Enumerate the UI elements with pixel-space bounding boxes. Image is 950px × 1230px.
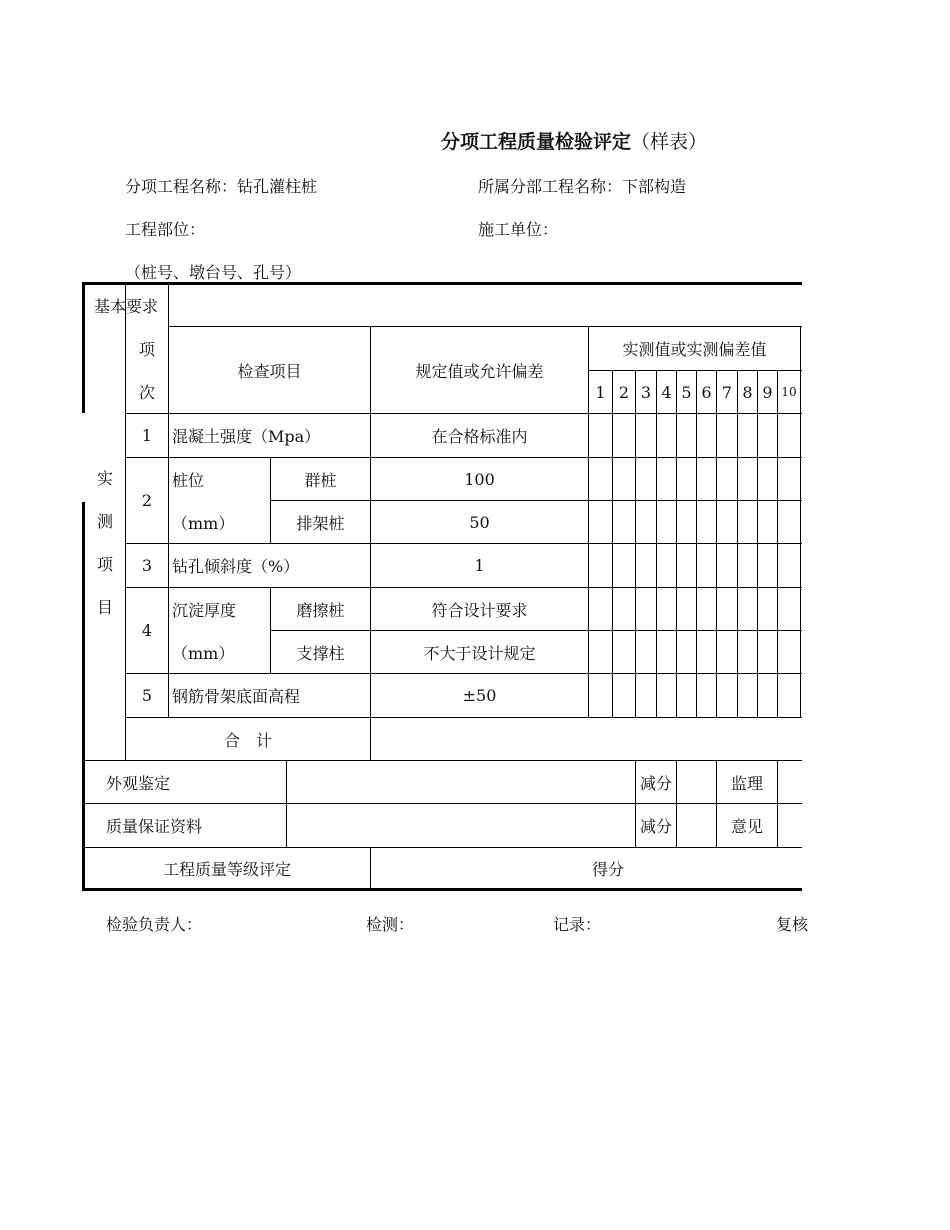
row4-spec2: 不大于设计规定 — [423, 643, 536, 663]
border-top — [82, 282, 802, 285]
measure-col-4: 4 — [661, 382, 672, 402]
measure-col-2: 2 — [618, 382, 630, 402]
page-title — [441, 127, 707, 154]
supervisor-label-b: 意见 — [730, 817, 763, 836]
col-seq-b: 次 — [138, 383, 155, 402]
row2-no: 2 — [141, 491, 153, 510]
measure-col-9: 9 — [762, 382, 773, 402]
row1-spec: 在合格标准内 — [431, 427, 528, 446]
row2-sub2: 排架桩 — [296, 513, 345, 533]
row3-spec: 1 — [474, 556, 485, 575]
row2-spec1: 100 — [464, 469, 495, 489]
col-measured-header: 实测值或实测偏差值 — [622, 340, 767, 359]
row4-sub2: 支撑柱 — [296, 643, 345, 663]
col-spec-header: 规定值或允许偏差 — [415, 361, 544, 381]
row2-spec2: 50 — [469, 512, 490, 532]
location-label: 工程部位： — [125, 220, 206, 239]
measure-col-1: 1 — [595, 382, 606, 402]
footer-record: 记录： — [553, 915, 602, 934]
supervisor-label-a: 监理 — [730, 773, 763, 793]
grade-label: 工程质量等级评定 — [162, 859, 291, 879]
title-suffix: （样表） — [631, 131, 708, 153]
division-name: 所属分部工程名称：下部构造 — [478, 177, 687, 196]
row2-item-a: 桩位 — [172, 470, 205, 490]
row4-item-b: （mm） — [172, 643, 235, 663]
footer-inspector: 检验负责人： — [106, 915, 203, 934]
measure-col-10: 10 — [781, 385, 797, 399]
row4-sub1: 磨擦桩 — [296, 600, 345, 620]
row1-item: 混凝土强度（Mpa） — [172, 427, 321, 446]
appearance-deduct: 减分 — [639, 773, 672, 793]
row3-no: 3 — [141, 556, 153, 575]
measure-col-8: 8 — [742, 382, 753, 402]
total-label: 合 计 — [223, 730, 272, 750]
row2-sub1: 群桩 — [304, 470, 337, 490]
item-name: 分项工程名称：钻孔灌柱桩 — [125, 177, 318, 196]
col-item-header: 检查项目 — [237, 361, 302, 381]
col-seq-a: 项 — [138, 340, 155, 359]
qa-docs-label: 质量保证资料 — [106, 817, 203, 836]
title-main: 分项工程质量检验评定 — [441, 131, 632, 153]
row2-item-b: （mm） — [172, 513, 235, 533]
row4-no: 4 — [141, 621, 153, 640]
row5-spec: ±50 — [462, 686, 497, 705]
row1-no: 1 — [141, 426, 153, 445]
location-note: （桩号、墩台号、孔号） — [125, 263, 302, 282]
measured-section-label: 实 测 项 目 — [96, 469, 113, 617]
border-bottom — [82, 888, 802, 891]
row5-no: 5 — [141, 686, 153, 705]
footer-review: 复核 — [776, 915, 809, 934]
appearance-label: 外观鉴定 — [106, 773, 171, 793]
measure-col-7: 7 — [721, 382, 733, 402]
footer-testing: 检测： — [366, 915, 415, 934]
row3-item: 钻孔倾斜度（%） — [172, 557, 300, 576]
measure-col-6: 6 — [701, 382, 712, 402]
basic-req-label: 基本要求 — [93, 296, 158, 316]
measure-col-3: 3 — [640, 382, 652, 402]
qa-docs-deduct: 减分 — [639, 817, 672, 836]
measure-col-5: 5 — [681, 382, 692, 402]
row5-item: 钢筋骨架底面高程 — [172, 687, 301, 706]
contractor-label: 施工单位： — [478, 220, 559, 239]
row4-item-a: 沉淀厚度 — [172, 600, 237, 620]
score-label: 得分 — [591, 859, 624, 879]
row4-spec1: 符合设计要求 — [431, 600, 528, 620]
